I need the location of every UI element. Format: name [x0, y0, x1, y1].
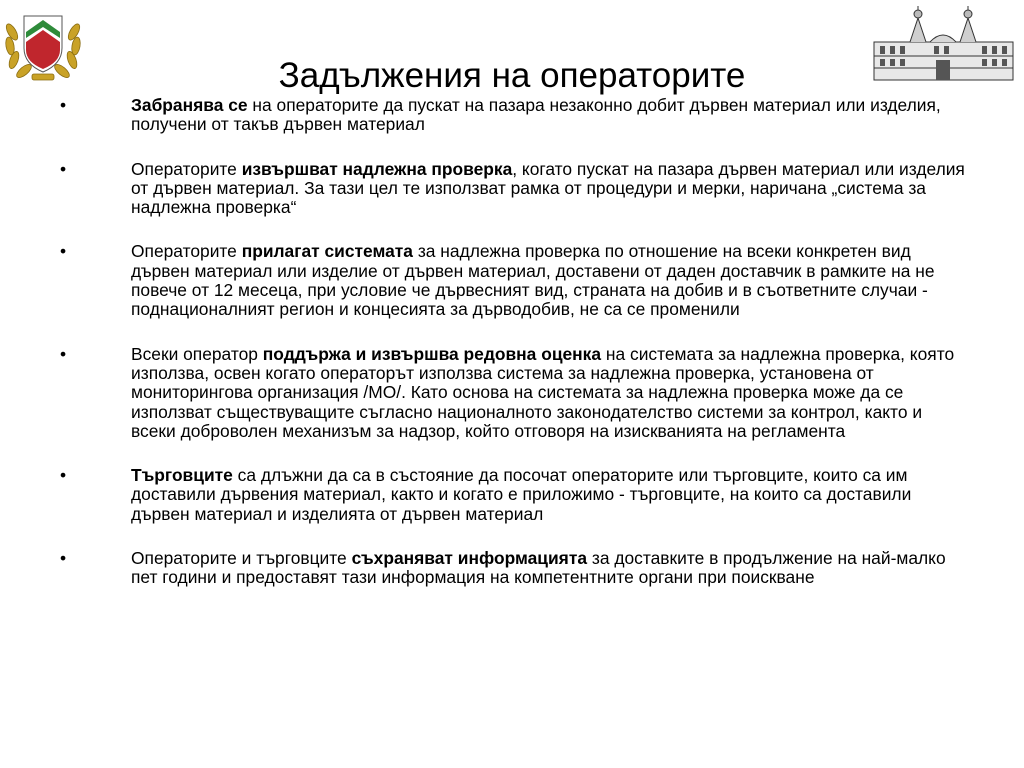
page-title: Задължения на операторите: [278, 56, 746, 96]
bullet-text: са длъжни да са в състояние да посочат операторите или търговците, които са им доставили дървения материал, както и когато е приложимо - търговците, на които са доставили дървен материал и изделията от дървен материал: [131, 465, 912, 524]
bullet-marker: •: [60, 95, 67, 115]
bullet-marker: •: [60, 241, 67, 262]
bullet-item: [0, 345, 971, 441]
bullet-text: Всеки оператор: [131, 343, 263, 364]
bullet-item: [0, 466, 971, 524]
bullet-list: [0, 96, 1024, 613]
bullet-text-bold: поддържа и извършва редовна оценка: [262, 343, 602, 364]
bullet-marker: •: [60, 465, 67, 486]
bullet-marker: •: [60, 158, 67, 179]
bullet-text: на операторите да пускат на пазара незаконно добит дървен материал или изделия, получени от такъв дървен материал: [131, 95, 941, 135]
bullet-marker: •: [60, 548, 67, 569]
bullet-marker: •: [60, 343, 67, 364]
bullet-text: на системата за надлежна проверка, която използва, освен когато операторът използва система за надлежна проверка, установена от мониторингова организация /МО/. Като основа на системата за надлежна проверка може да се използват съществуващите съгласно националното законодателство системи за контрол, както и всеки доброволен механизъм за надзор, който отговоря на изискванията на регламента: [131, 343, 955, 441]
bullet-text-bold: Търговците: [131, 465, 233, 486]
bullet-text: , когато пускат на пазара дървен материал или изделия от дървен материал. За тази цел те използват рамка от процедури и мерки, наричана „система за надлежна проверка“: [131, 158, 965, 218]
bullet-text: за доставките в продължение на най-малко пет години и предоставят тази информация на компетентните органи при поискване: [131, 548, 946, 588]
bullet-text-bold: Забранява се: [131, 95, 248, 115]
bullet-text-bold: прилагат системата: [241, 241, 413, 262]
bullet-text: Операторите и търговците: [131, 548, 352, 569]
bullet-item: [0, 96, 971, 135]
bullet-text: за надлежна проверка по отношение на всеки конкретен вид дървен материал или изделие от дървен материал, доставени от даден доставчик в рамките на не повече от 12 месеца, при условие че дървесният вид, страната на добив и в съответните случаи - поднационалният регион и концесията за дърводобив, не са се променили: [131, 241, 935, 320]
building-icon: [870, 4, 1017, 84]
bullet-text: Операторите: [131, 158, 242, 179]
bullet-item: [0, 242, 971, 319]
bullet-item: [0, 160, 971, 218]
bullet-text-bold: извършват надлежна проверка: [241, 158, 513, 179]
bullet-text: Операторите: [131, 241, 242, 262]
bullet-item: [0, 549, 971, 588]
bullet-text-bold: съхраняват информацията: [351, 548, 588, 569]
